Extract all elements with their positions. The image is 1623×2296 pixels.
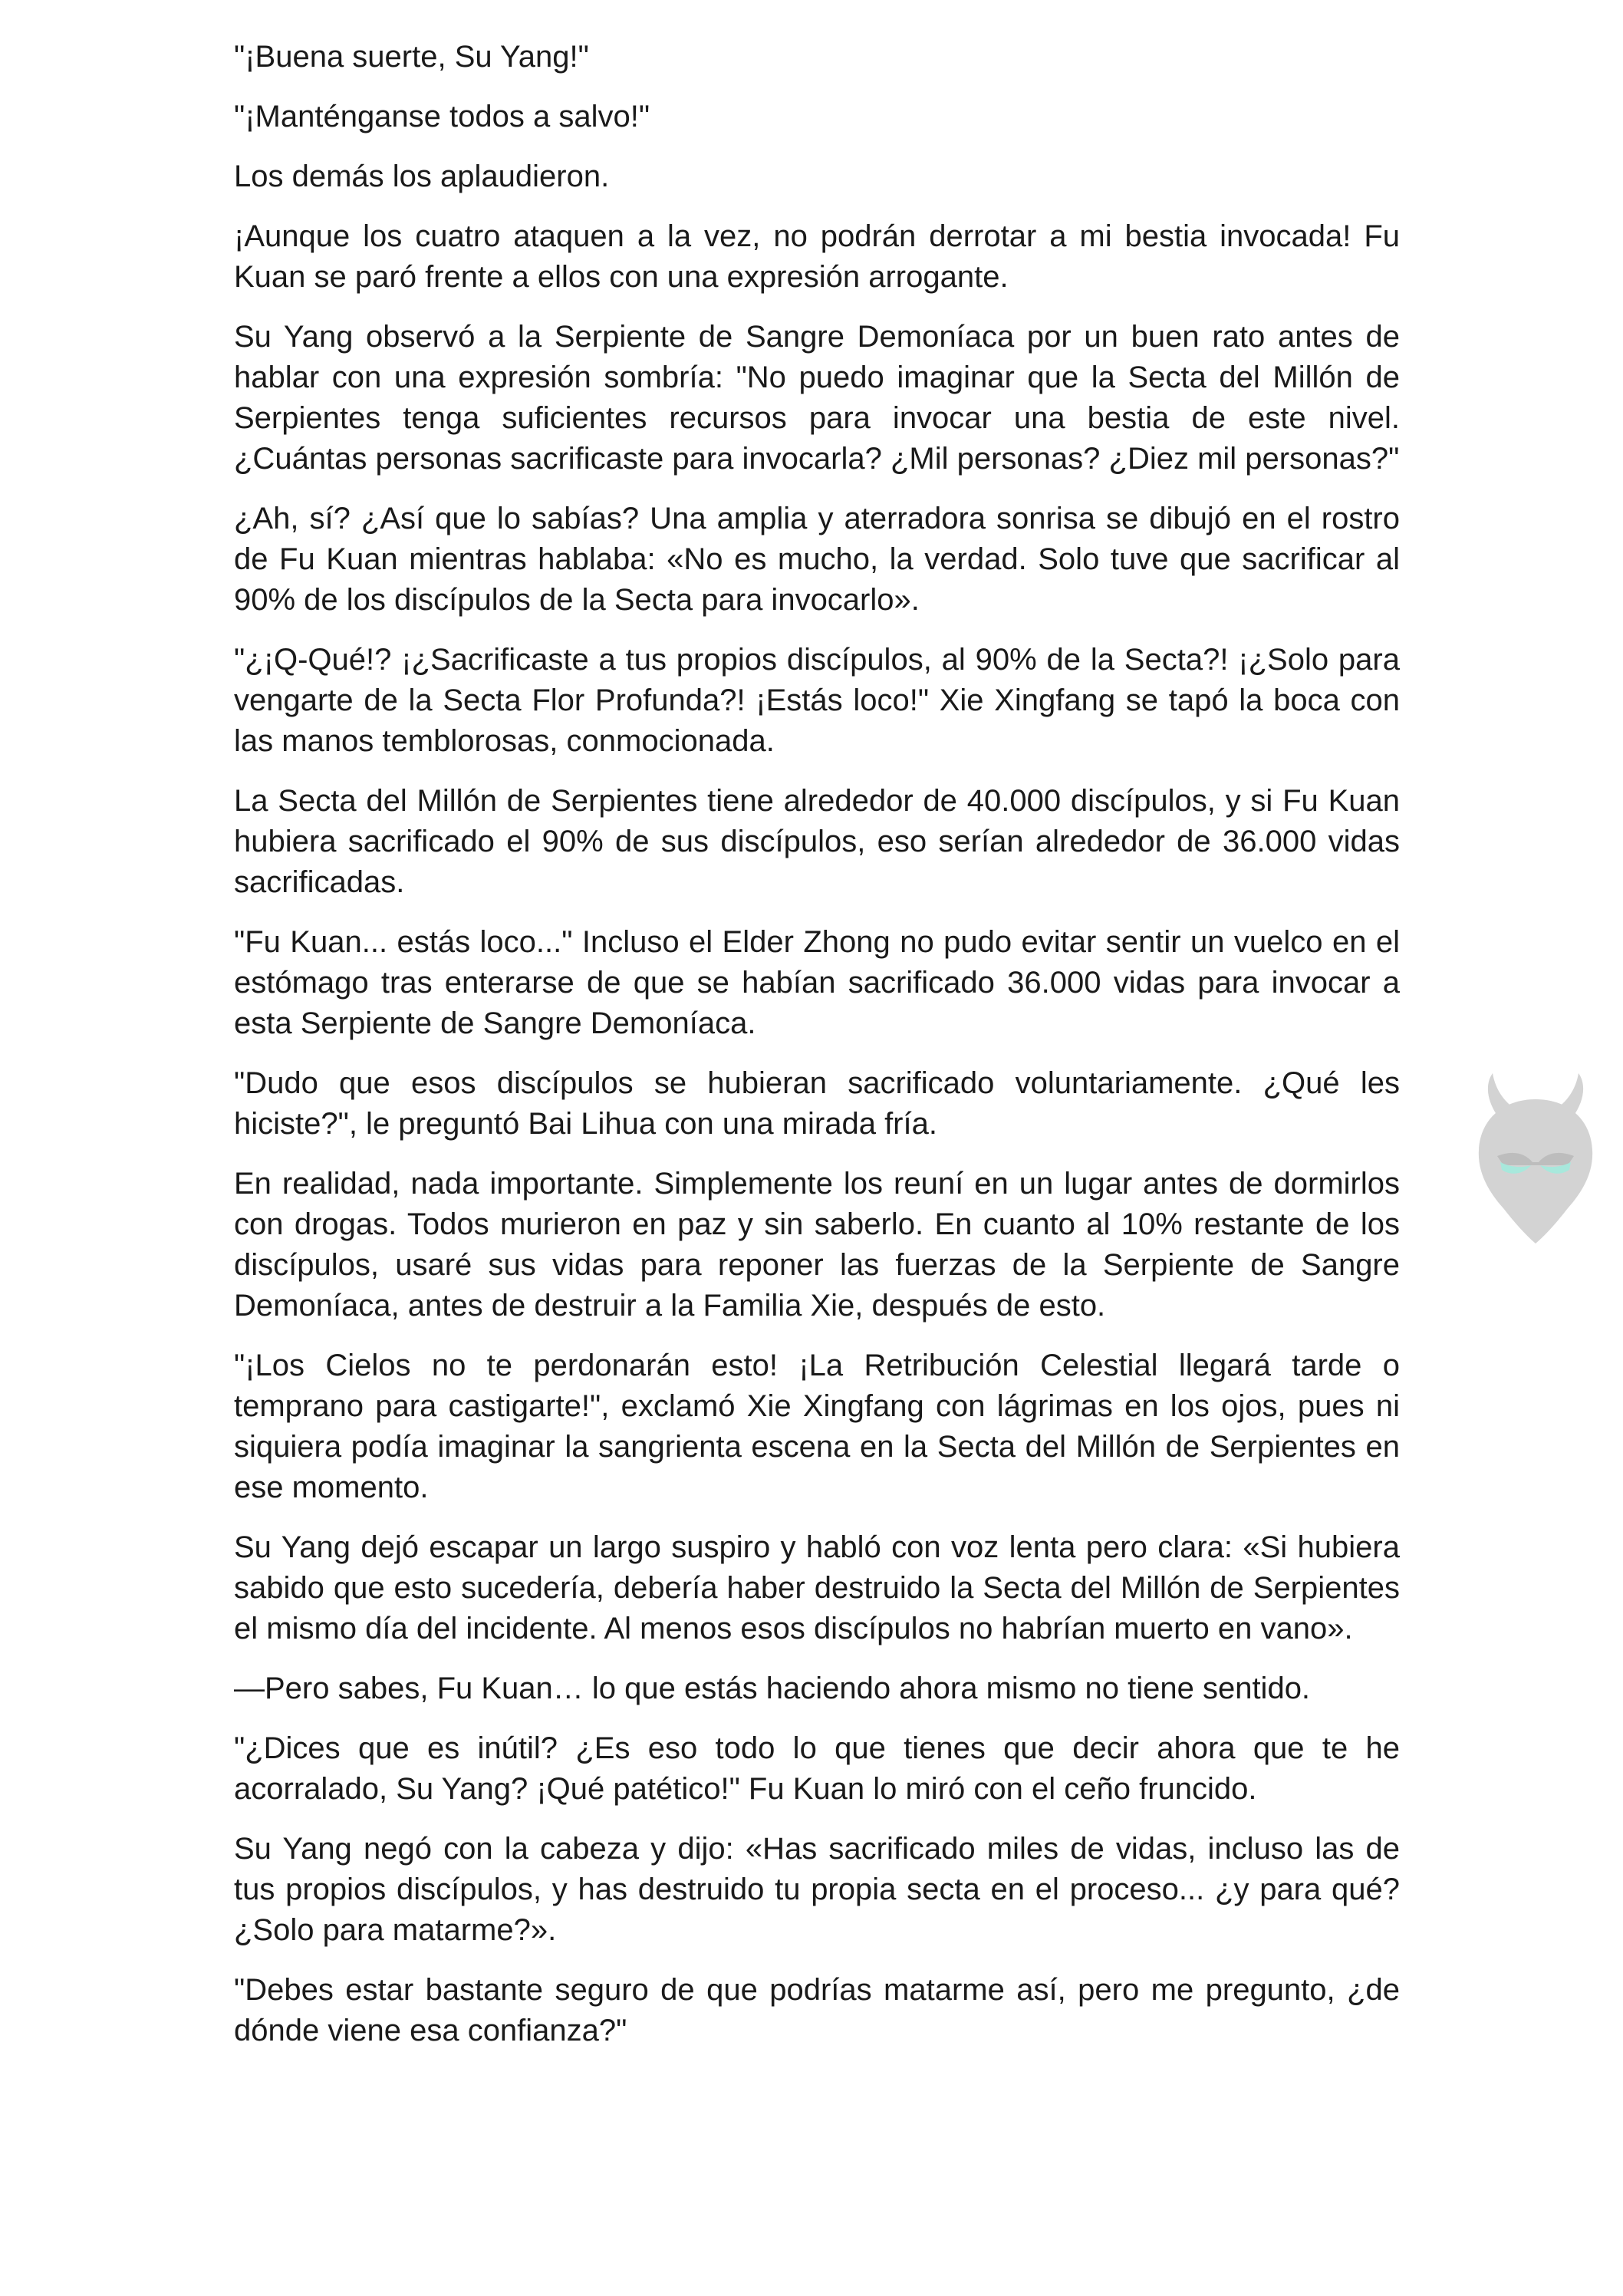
paragraph: "Debes estar bastante seguro de que podrías matarme así, pero me pregunto, ¿de dónde viene esa confianza?": [234, 1973, 1400, 2047]
paragraph: "¿¡Q-Qué!? ¡¿Sacrificaste a tus propios discípulos, al 90% de la Secta?! ¡¿Solo para vengarte de la Secta Flor Profunda?! ¡Estás loco!" Xie Xingfang se tapó la boca con las manos temblorosas, conmocionada.: [234, 643, 1400, 758]
paragraph: ¡Aunque los cuatro ataquen a la vez, no podrán derrotar a mi bestia invocada! Fu Kuan se paró frente a ellos con una expresión arrogante.: [234, 219, 1400, 294]
paragraph: "Dudo que esos discípulos se hubieran sacrificado voluntariamente. ¿Qué les hiciste?", le preguntó Bai Lihua con una mirada fría.: [234, 1066, 1400, 1141]
paragraph: Su Yang negó con la cabeza y dijo: «Has sacrificado miles de vidas, incluso las de tus propios discípulos, y has destruido tu propia secta en el proceso... ¿y para qué? ¿Solo para matarme?».: [234, 1832, 1400, 1947]
paragraph: "¡Manténganse todos a salvo!": [234, 100, 650, 133]
paragraph: La Secta del Millón de Serpientes tiene alrededor de 40.000 discípulos, y si Fu Kuan hubiera sacrificado el 90% de sus discípulos, eso serían alrededor de 36.000 vidas sacrificadas.: [234, 784, 1400, 899]
paragraph: "¡Los Cielos no te perdonarán esto! ¡La Retribución Celestial llegará tarde o temprano para castigarte!", exclamó Xie Xingfang con lágrimas en los ojos, pues ni siquiera podía imaginar la sangrienta escena en la Secta del Millón de Serpientes en ese momento.: [234, 1349, 1400, 1504]
paragraph: Los demás los aplaudieron.: [234, 160, 610, 193]
paragraph: ¿Ah, sí? ¿Así que lo sabías? Una amplia y aterradora sonrisa se dibujó en el rostro de Fu Kuan mientras hablaba: «No es mucho, la verdad. Solo tuve que sacrificar al 90% de los discípulos de la Secta para invocarlo».: [234, 502, 1400, 617]
paragraph: "¡Buena suerte, Su Yang!": [234, 40, 589, 74]
paragraph: Su Yang observó a la Serpiente de Sangre Demoníaca por un buen rato antes de hablar con una expresión sombría: "No puedo imaginar que la Secta del Millón de Serpientes tenga suficientes recursos para invocar una bestia de este nivel. ¿Cuántas personas sacrificaste para invocarla? ¿Mil personas? ¿Diez mil personas?": [234, 320, 1400, 476]
demon-head-icon: [1467, 1070, 1605, 1247]
paragraph: Su Yang dejó escapar un largo suspiro y habló con voz lenta pero clara: «Si hubiera sabido que esto sucedería, debería haber destruido la Secta del Millón de Serpientes el mismo día del incidente. Al menos esos discípulos no habrían muerto en vano».: [234, 1530, 1400, 1645]
paragraph: "¿Dices que es inútil? ¿Es eso todo lo que tienes que decir ahora que te he acorralado, Su Yang? ¡Qué patético!" Fu Kuan lo miró con el ceño fruncido.: [234, 1731, 1400, 1806]
paragraph: "Fu Kuan... estás loco..." Incluso el Elder Zhong no pudo evitar sentir un vuelco en el estómago tras enterarse de que se habían sacrificado 36.000 vidas para invocar a esta Serpiente de Sangre Demoníaca.: [234, 925, 1400, 1040]
document-body: [234, 37, 1400, 2070]
paragraph: En realidad, nada importante. Simplemente los reuní en un lugar antes de dormirlos con drogas. Todos murieron en paz y sin saberlo. En cuanto al 10% restante de los discípulos, usaré sus vidas para reponer las fuerzas de la Serpiente de Sangre Demoníaca, antes de destruir a la Familia Xie, después de esto.: [234, 1167, 1400, 1323]
paragraph: —Pero sabes, Fu Kuan… lo que estás haciendo ahora mismo no tiene sentido.: [234, 1672, 1311, 1705]
